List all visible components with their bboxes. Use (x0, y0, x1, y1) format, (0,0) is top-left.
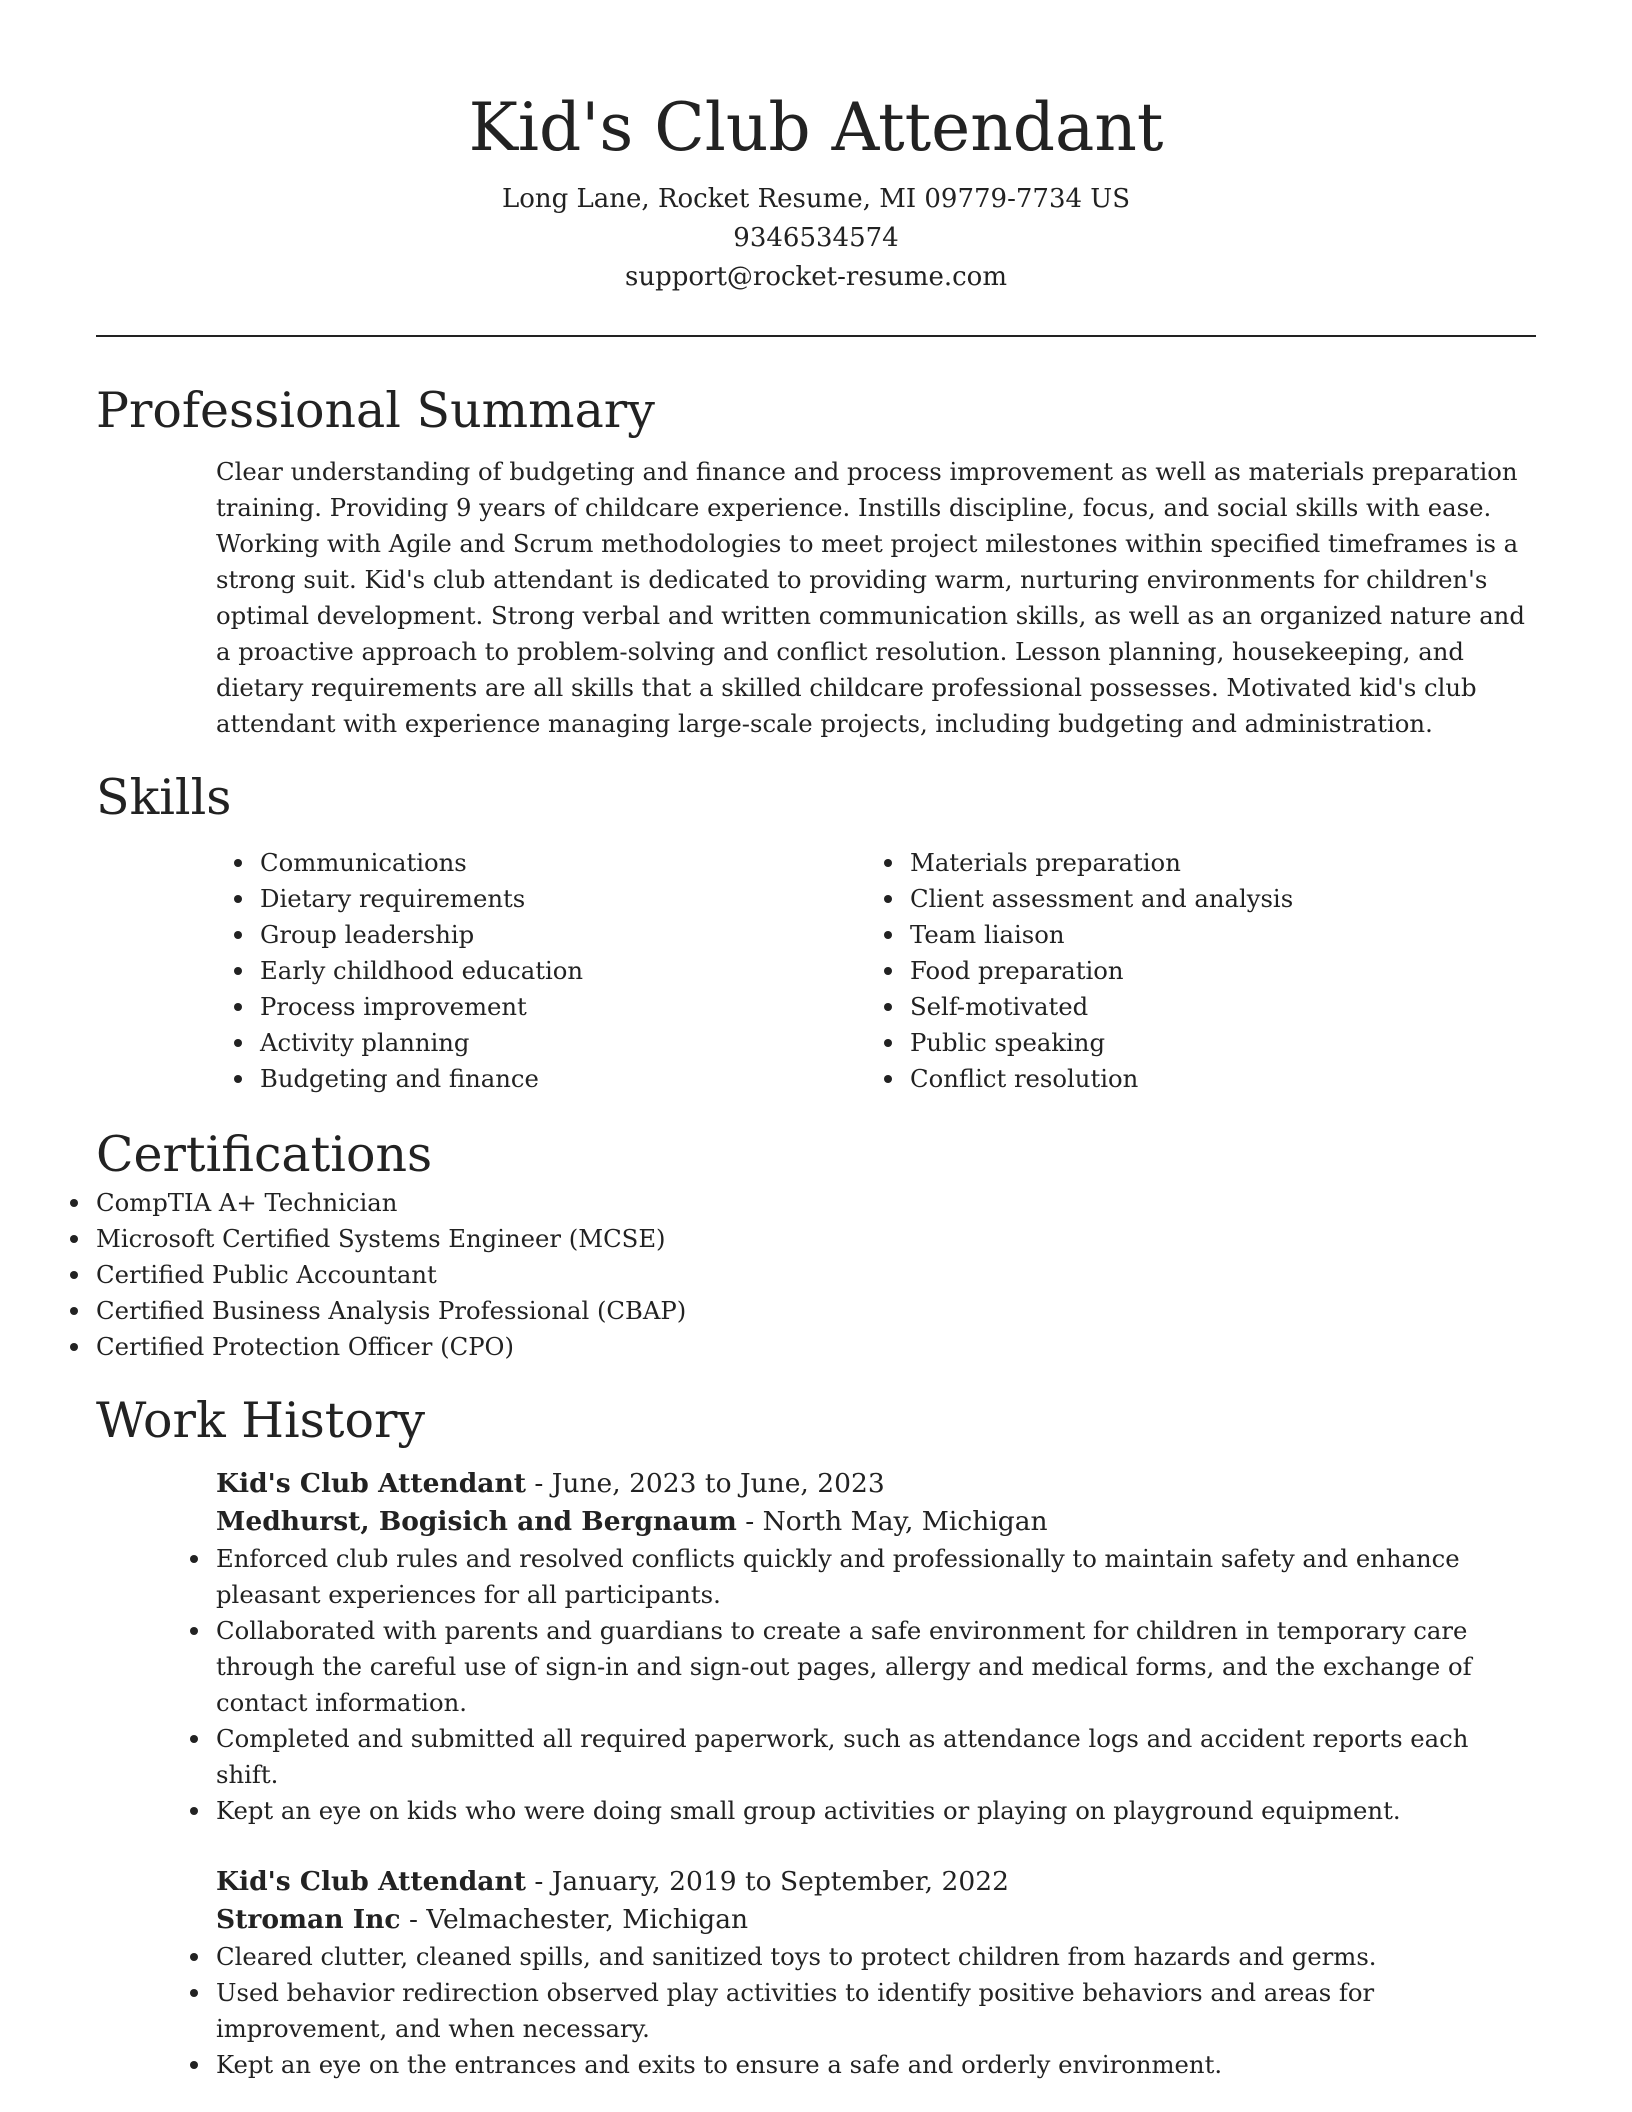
job-company: Medhurst, Bogisich and Bergnaum (216, 1506, 737, 1537)
job-location: - North May, Michigan (736, 1506, 1048, 1537)
skill-item: Budgeting and finance (260, 1061, 910, 1097)
skill-item: Self-motivated (910, 989, 1510, 1025)
skill-item: Process improvement (260, 989, 910, 1025)
duty-item: Enforced club rules and resolved conflicts quickly and professionally to maintain safety and enhance pleasant experiences for all participants. (216, 1541, 1536, 1613)
job-dates: - June, 2023 to June, 2023 (525, 1468, 885, 1499)
duty-item: Collaborated with parents and guardians to create a safe environment for children in temporary care through the careful use of sign-in and sign-out pages, allergy and medical forms, and the exchange of contact information. (216, 1613, 1536, 1721)
job-employer-line (216, 1901, 1536, 1939)
skill-item: Food preparation (910, 953, 1510, 989)
job-location: - Velmachester, Michigan (400, 1904, 749, 1935)
contact-info (96, 180, 1536, 297)
job-title-line (216, 1863, 1536, 1901)
job-entry (216, 1465, 1536, 1829)
resume-header (96, 0, 1536, 297)
job-title-line (216, 1465, 1536, 1503)
certification-item: Certified Public Accountant (96, 1257, 1536, 1293)
summary-heading: Professional Summary (96, 382, 655, 439)
duty-item: Kept an eye on kids who were doing small group activities or playing on playground equipment. (216, 1793, 1536, 1829)
certification-item: Certified Business Analysis Professional (CBAP) (96, 1293, 1536, 1329)
skills-list (260, 845, 1536, 1097)
duty-item: Used behavior redirection observed play activities to identify positive behaviors and areas for improvement, and when necessary. (216, 1975, 1536, 2047)
skills-column-right (910, 845, 1510, 1097)
job-entry (216, 1863, 1536, 2083)
job-role: Kid's Club Attendant (216, 1866, 526, 1897)
job-dates: - January, 2019 to September, 2022 (525, 1866, 1009, 1897)
skill-item: Materials preparation (910, 845, 1510, 881)
certifications-list (96, 1185, 1536, 1365)
address-line: Long Lane, Rocket Resume, MI 09779-7734 US (501, 184, 1131, 214)
duty-item: Cleared clutter, cleaned spills, and sanitized toys to protect children from hazards and germs. (216, 1939, 1536, 1975)
skill-item: Early childhood education (260, 953, 910, 989)
job-duties-list (216, 1541, 1536, 1829)
skill-item: Dietary requirements (260, 881, 910, 917)
job-company: Stroman Inc (216, 1904, 401, 1935)
skill-item: Activity planning (260, 1025, 910, 1061)
certifications-heading: Certifications (96, 1126, 433, 1183)
skills-column-left (260, 845, 910, 1097)
skill-item: Conflict resolution (910, 1061, 1510, 1097)
duty-item: Kept an eye on the entrances and exits to ensure a safe and orderly environment. (216, 2047, 1536, 2083)
skills-heading: Skills (96, 769, 232, 826)
job-employer-line (216, 1503, 1536, 1541)
skill-item: Public speaking (910, 1025, 1510, 1061)
certification-item: CompTIA A+ Technician (96, 1185, 1536, 1221)
candidate-name: Kid's Club Attendant (468, 89, 1164, 166)
certification-item: Certified Protection Officer (CPO) (96, 1329, 1536, 1365)
summary-text: Clear understanding of budgeting and finance and process improvement as well as materials preparation training. Providing 9 years of childcare experience. Instills discipline, focus, and social skills with ease. Working with Agile and Scrum methodologies to meet project milestones within specified timeframes is a strong suit. Kid's club attendant is dedicated to providing warm, nurturing environments for children's optimal development. Strong verbal and written communication skills, as well as an organized nature and a proactive approach to problem-solving and conflict resolution. Lesson planning, housekeeping, and dietary requirements are all skills that a skilled childcare professional possesses. Motivated kid's club attendant with experience managing large-scale projects, including budgeting and administration. (216, 457, 1525, 738)
header-divider (96, 335, 1536, 337)
resume-page (96, 0, 1536, 2112)
certification-item: Microsoft Certified Systems Engineer (MCSE) (96, 1221, 1536, 1257)
skill-item: Group leadership (260, 917, 910, 953)
email-address: support@rocket-resume.com (624, 262, 1007, 292)
skill-item: Team liaison (910, 917, 1510, 953)
skill-item: Client assessment and analysis (910, 881, 1510, 917)
job-role: Kid's Club Attendant (216, 1468, 526, 1499)
duty-item: Completed and submitted all required paperwork, such as attendance logs and accident reports each shift. (216, 1721, 1536, 1793)
job-duties-list (216, 1939, 1536, 2083)
work-history-heading: Work History (96, 1392, 426, 1449)
skill-item: Communications (260, 845, 910, 881)
phone-number: 9346534574 (733, 223, 899, 253)
